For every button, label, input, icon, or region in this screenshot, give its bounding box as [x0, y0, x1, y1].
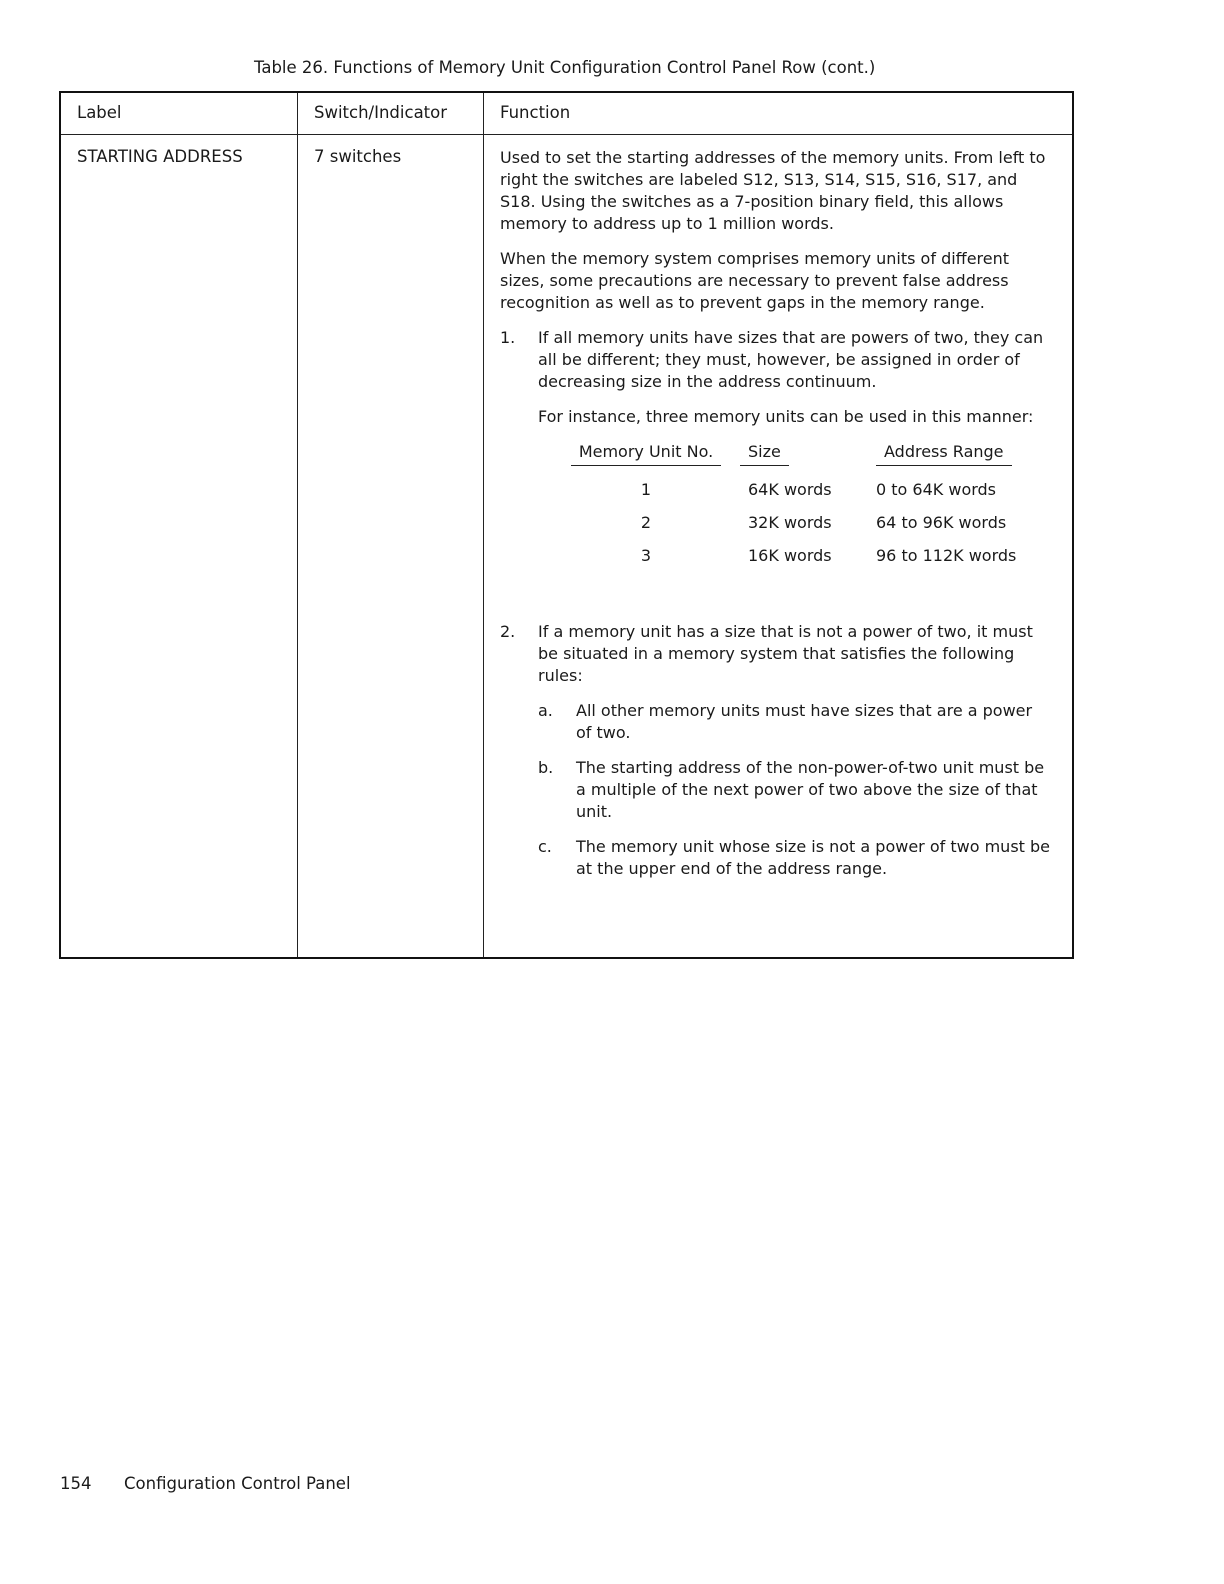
example-row: [566, 502, 1016, 535]
item-text: If all memory units have sizes that are powers of two, they can all be different; they must, however, be assigned in order of decreasing size in the address continuum.: [538, 328, 1044, 391]
example-cell: 3: [640, 546, 652, 565]
function-paragraph: When the memory system comprises memory units of different sizes, some precautions are necessary to prevent false address recognition as well as to prevent gaps in the memory range.: [500, 249, 1010, 312]
header-function: Function: [500, 103, 571, 122]
item-text: All other memory units must have sizes that are a power of two.: [576, 701, 1033, 742]
item-marker: b.: [538, 758, 554, 777]
item-text: The starting address of the non-power-of-two unit must be a multiple of the next power of two above the size of that unit.: [576, 758, 1045, 821]
example-header: Memory Unit No.: [566, 441, 726, 469]
item-text: The memory unit whose size is not a power of two must be at the upper end of the address range.: [576, 837, 1051, 878]
example-cell: 32K words: [748, 513, 832, 532]
example-header: Size: [726, 441, 876, 469]
numbered-item: [500, 327, 1052, 608]
lettered-item: [538, 836, 1052, 880]
header-label: Label: [77, 103, 122, 122]
item-marker: a.: [538, 701, 553, 720]
lettered-item: [538, 700, 1052, 744]
row-switch: 7 switches: [314, 147, 402, 166]
example-cell: 2: [640, 513, 652, 532]
row-label: STARTING ADDRESS: [77, 147, 243, 166]
example-memory-table: [566, 441, 1016, 568]
running-footer-title: Configuration Control Panel: [124, 1474, 351, 1493]
functions-table: [59, 91, 1074, 959]
table-caption: Table 26. Functions of Memory Unit Configuration Control Panel Row (cont.): [254, 58, 876, 77]
example-row: [566, 469, 1016, 502]
header-divider: [61, 134, 1072, 135]
item-marker: 1.: [500, 328, 516, 347]
page-number: 154: [60, 1474, 92, 1493]
column-divider: [297, 93, 298, 957]
header-switch-indicator: Switch/Indicator: [314, 103, 448, 122]
example-cell: 96 to 112K words: [876, 546, 1017, 565]
example-cell: 64 to 96K words: [876, 513, 1007, 532]
numbered-item: [500, 621, 1052, 893]
example-row: [566, 535, 1016, 568]
item-instance-text: For instance, three memory units can be used in this manner:: [538, 407, 1034, 426]
example-cell: 0 to 64K words: [876, 480, 997, 499]
function-description: [500, 147, 1052, 906]
example-header: Address Range: [876, 441, 1016, 469]
column-divider: [483, 93, 484, 957]
example-cell: 64K words: [748, 480, 832, 499]
example-cell: 1: [640, 480, 652, 499]
function-paragraph: Used to set the starting addresses of the memory units. From left to right the switches are labeled S12, S13, S14, S15, S16, S17, and S18. Using the switches as a 7-position binary field, this allows memory to address up to 1 million words.: [500, 148, 1046, 233]
item-text: If a memory unit has a size that is not a power of two, it must be situated in a memory system that satisfies the following rules:: [538, 622, 1033, 685]
item-marker: 2.: [500, 622, 516, 641]
item-marker: c.: [538, 837, 552, 856]
example-cell: 16K words: [748, 546, 832, 565]
lettered-item: [538, 757, 1052, 823]
